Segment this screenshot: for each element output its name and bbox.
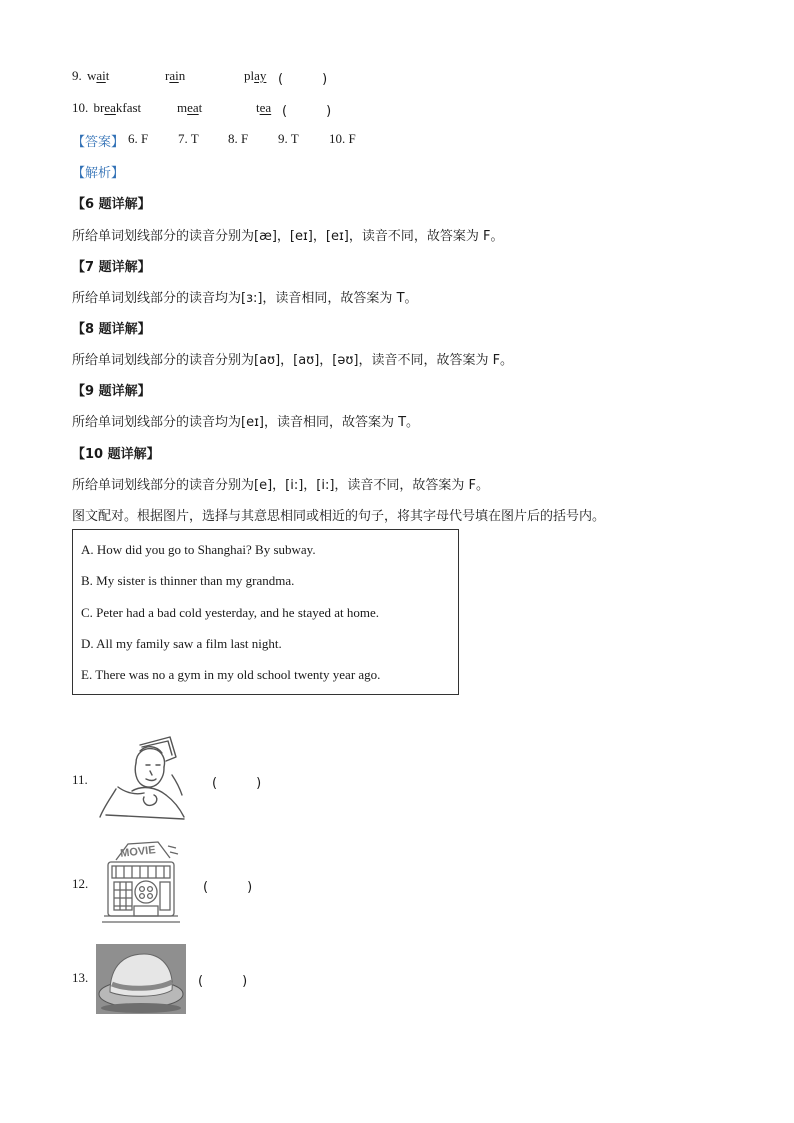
detail-7-heading: 【7 题详解】 bbox=[72, 260, 151, 275]
answer-item: 10. F bbox=[329, 131, 356, 146]
answer-item: 8. F bbox=[228, 131, 249, 146]
answer-label: 【答案】 bbox=[72, 135, 125, 150]
word-3: play bbox=[244, 68, 267, 83]
word-1: breakfast bbox=[93, 100, 142, 115]
detail-7-body: 所给单词划线部分的读音均为[ɜ:]，读音相同，故答案为 T。 bbox=[72, 291, 418, 306]
hat-icon bbox=[96, 944, 186, 1014]
detail-9-heading: 【9 题详解】 bbox=[72, 384, 151, 399]
answer-parentheses: ( ) bbox=[278, 72, 328, 87]
detail-10-body: 所给单词划线部分的读音分别为[e]，[i:]，[i:]，读音不同，故答案为 F。 bbox=[72, 478, 490, 493]
question-number: 10. bbox=[72, 100, 89, 115]
picture-12-number: 12. bbox=[72, 876, 89, 891]
option-b: B. My sister is thinner than my grandma. bbox=[81, 573, 295, 588]
sick-boy-in-bed-icon bbox=[96, 735, 188, 820]
question-9 bbox=[72, 68, 109, 84]
question-number: 9. bbox=[72, 68, 82, 83]
detail-9-body: 所给单词划线部分的读音均为[eɪ]，读音相同，故答案为 T。 bbox=[72, 415, 420, 430]
question-10 bbox=[72, 100, 141, 116]
option-e: E. There was no a gym in my old school twenty year ago. bbox=[81, 667, 381, 682]
analysis-label: 【解析】 bbox=[72, 166, 125, 181]
detail-8-heading: 【8 题详解】 bbox=[72, 322, 151, 337]
option-d: D. All my family saw a film last night. bbox=[81, 636, 282, 651]
answer-item: 6. F bbox=[128, 131, 149, 146]
options-box bbox=[72, 529, 459, 695]
answer-item: 7. T bbox=[178, 131, 199, 146]
picture-11-number: 11. bbox=[72, 772, 88, 787]
word-3: tea bbox=[256, 100, 272, 115]
movie-sign-text: MOVIE bbox=[119, 844, 157, 860]
word-1: wait bbox=[87, 68, 110, 83]
answer-parentheses: ( ) bbox=[282, 104, 332, 119]
answer-item: 9. T bbox=[278, 131, 299, 146]
picture-12-parentheses: ( ) bbox=[203, 880, 253, 895]
word-2: rain bbox=[165, 68, 186, 83]
word-2: meat bbox=[177, 100, 203, 115]
detail-10-heading: 【10 题详解】 bbox=[72, 447, 160, 462]
picture-13-number: 13. bbox=[72, 970, 89, 985]
picture-11-parentheses: ( ) bbox=[212, 776, 262, 791]
detail-8-body: 所给单词划线部分的读音分别为[aʊ]，[aʊ]，[əʊ]，读音不同，故答案为 F。 bbox=[72, 353, 514, 368]
movie-theater-icon bbox=[98, 838, 182, 924]
detail-6-body: 所给单词划线部分的读音分别为[æ]，[eɪ]，[eɪ]，读音不同，故答案为 F。 bbox=[72, 229, 504, 244]
option-a: A. How did you go to Shanghai? By subway. bbox=[81, 542, 316, 557]
section-instruction: 图文配对。根据图片，选择与其意思相同或相近的句子，将其字母代号填在图片后的括号内。 bbox=[72, 509, 606, 524]
option-c: C. Peter had a bad cold yesterday, and he stayed at home. bbox=[81, 605, 380, 620]
detail-6-heading: 【6 题详解】 bbox=[72, 197, 151, 212]
picture-13-parentheses: ( ) bbox=[198, 974, 248, 989]
